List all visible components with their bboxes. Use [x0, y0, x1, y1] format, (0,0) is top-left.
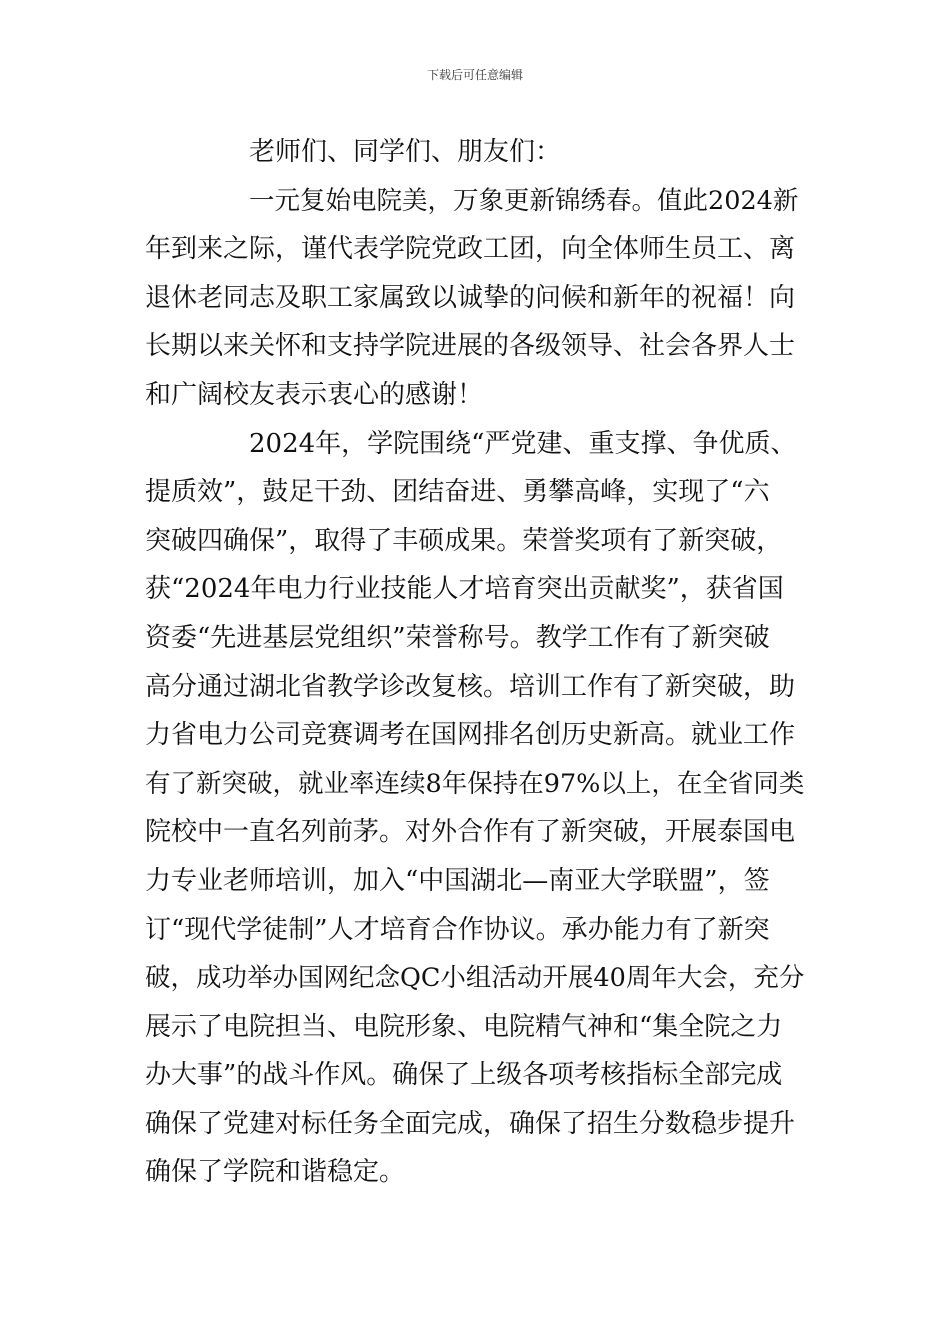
paragraph-line: 突破四确保”，取得了丰硕成果。荣誉奖项有了新突破，	[145, 525, 783, 556]
paragraph-line: 退休老同志及职工家属致以诚挚的问候和新年的祝福！向	[145, 282, 796, 313]
greeting-line: 老师们、同学们、朋友们：	[249, 137, 562, 167]
paragraph-1	[145, 177, 805, 420]
paragraph-line: 资委“先进基层党组织”荣誉称号。教学工作有了新突破	[145, 622, 770, 653]
paragraph-line: 办大事”的战斗作风。确保了上级各项考核指标全部完成	[145, 1060, 783, 1091]
paragraph-line: 获“2024年电力行业技能人才培育突出贡献奖”，获省国	[145, 574, 784, 605]
paragraph-line: 高分通过湖北省教学诊改复核。培训工作有了新突破，助	[145, 671, 796, 702]
paragraph-line: 院校中一直名列前茅。对外合作有了新突破，开展泰国电	[145, 817, 796, 848]
paragraph-line: 2024年，学院围绕“严党建、重支撑、争优质、	[249, 428, 797, 459]
paragraph-line: 订“现代学徒制”人才培育合作协议。承办能力有了新突	[145, 914, 770, 945]
paragraph-line: 和广阔校友表示衷心的感谢！	[145, 379, 484, 410]
paragraph-line: 年到来之际，谨代表学院党政工团，向全体师生员工、离	[145, 234, 796, 265]
paragraph-2	[145, 420, 805, 1198]
paragraph-line: 确保了学院和谐稳定。	[145, 1157, 406, 1188]
paragraph-line: 提质效”，鼓足干劲、团结奋进、勇攀高峰，实现了“六	[145, 477, 770, 508]
paragraph-line: 展示了电院担当、电院形象、电院精气神和“集全院之力	[145, 1011, 783, 1042]
paragraph-line: 有了新突破，就业率连续8年保持在97%以上，在全省同类	[145, 768, 805, 799]
paragraph-line: 破，成功举办国网纪念QC小组活动开展40周年大会，充分	[145, 963, 805, 994]
paragraph-line: 一元复始电院美，万象更新锦绣春。值此2024新	[249, 185, 799, 216]
paragraph-line: 力省电力公司竞赛调考在国网排名创历史新高。就业工作	[145, 720, 796, 751]
page-header-note: 下载后可任意编辑	[426, 68, 523, 82]
paragraph-line: 长期以来关怀和支持学院进展的各级领导、社会各界人士	[145, 331, 796, 362]
paragraph-line: 力专业老师培训，加入“中国湖北—南亚大学联盟”，签	[145, 865, 770, 896]
document-body	[145, 128, 805, 1197]
paragraph-line: 确保了党建对标任务全面完成，确保了招生分数稳步提升	[145, 1108, 796, 1139]
